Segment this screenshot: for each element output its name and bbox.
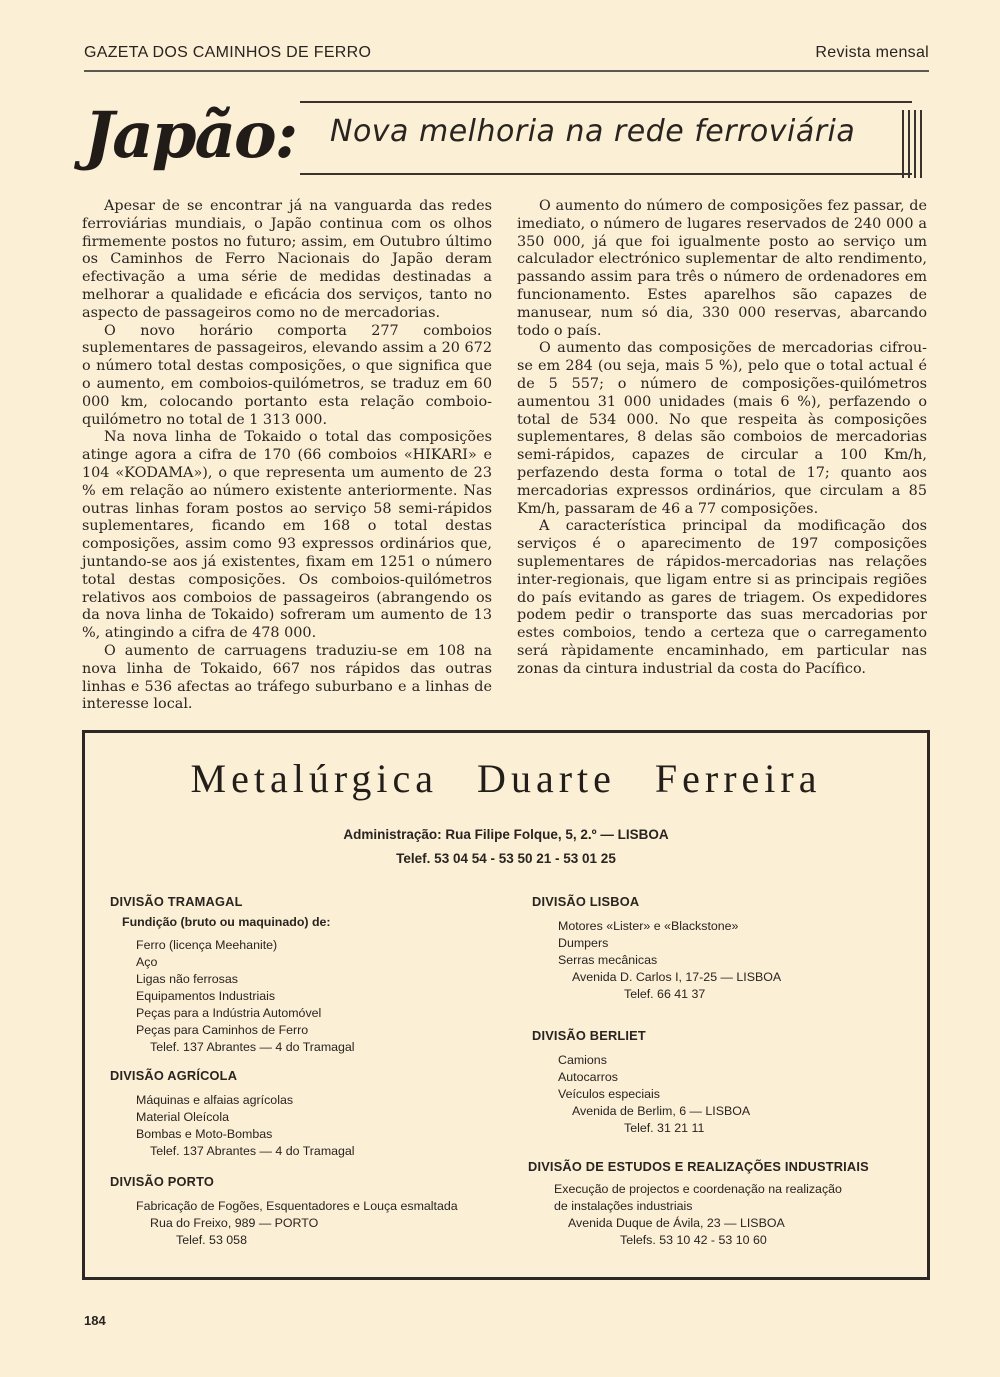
division-phone: Telefs. 53 10 42 - 53 10 60 [620, 1233, 767, 1247]
division-berliet [532, 1027, 750, 1137]
division-item: Serras mecânicas [558, 953, 658, 967]
division-item: Autocarros [558, 1070, 618, 1084]
division-item: Material Oleícola [136, 1110, 229, 1124]
periodicity-label: Revista mensal [815, 44, 929, 61]
division-title: DIVISÃO BERLIET [532, 1028, 646, 1043]
division-address: Avenida D. Carlos I, 17-25 — LISBOA [572, 970, 782, 984]
paragraph: O aumento de carruagens traduziu-se em 108 na nova linha de Tokaido, 667 nos rápidos das outras linhas e 536 afectas ao tráfego suburbano e a linhas de interesse local. [82, 642, 492, 713]
page-number: 184 [84, 1313, 106, 1328]
decorative-bars-icon [902, 110, 922, 178]
division-item: Motores «Lister» e «Blackstone» [558, 919, 739, 933]
division-phone: Telef. 53 058 [176, 1233, 247, 1247]
division-item: Ligas não ferrosas [136, 972, 238, 986]
paragraph: O aumento do número de composições fez passar, de imediato, o número de lugares reservados de 240 000 a 350 000, já que foi igualmente posto ao serviço um calculador electrónico suplementar de alto rendimento, passando assim para três o número de ordenadores em funcionamento. Estes aparelhos são capazes de manusear, num só dia, 330 000 reservas, abarcando todo o país. [517, 198, 927, 339]
paragraph: Na nova linha de Tokaido o total das composições atinge agora a cifra de 170 (66 comboios «HIKARI» e 104 «KODAMA»), o que representa um aumento de 23 % em relação ao número existente anteriormente. Nas outras linhas foram postos ao serviço 58 semi-rápidos suplementares, ficando em 168 o total destas composições, assim como 93 expressos ordinários que, juntando-se aos já existentes, fixam em 1251 o número total destas composições. Os comboios-quilómetros relativos aos comboios de passageiros (abrangendo os da nova linha de Tokaido) sofreram um aumento de 13 %, atingindo a cifra de 478 000. [82, 429, 492, 642]
division-item: de instalações industriais [554, 1199, 693, 1213]
advertisement [82, 730, 930, 1280]
division-item: Aço [136, 955, 158, 969]
division-address: Avenida de Berlim, 6 — LISBOA [572, 1104, 751, 1118]
division-title: DIVISÃO TRAMAGAL [110, 894, 243, 909]
running-header [84, 44, 929, 72]
division-item: Veículos especiais [558, 1087, 660, 1101]
division-title: DIVISÃO LISBOA [532, 894, 640, 909]
paragraph: O aumento das composições de mercadorias cifrou-se em 284 (ou seja, mais 5 %), pelo que o total actual é de 5 557; o número de composições-quilómetros aumentou 31 000 unidades (mais 6 %), perfazendo o total de 534 000. No que respeita às composições suplementares, 8 delas são comboios de mercadorias semi-rápidos, capazes de circular a 100 Km/h, perfazendo desta forma o total de 17; quanto aos mercadorias expressos ordinários, que circulam a 85 Km/h, passaram de 46 a 77 composições. [517, 340, 927, 517]
division-porto [110, 1173, 458, 1249]
division-phone: Telef. 137 Abrantes — 4 do Tramagal [150, 1040, 355, 1054]
ad-company-name: Metalúrgica Duarte Ferreira [190, 756, 822, 801]
division-phone: Telef. 66 41 37 [624, 987, 706, 1001]
division-item: Dumpers [558, 936, 609, 950]
division-estudos [528, 1158, 869, 1249]
division-item: Execução de projectos e coordenação na realização [554, 1182, 842, 1196]
article-title-block [84, 96, 934, 186]
division-item: Fabricação de Fogões, Esquentadores e Louça esmaltada [136, 1199, 458, 1213]
division-lisboa [532, 893, 781, 1003]
division-agricola [110, 1067, 355, 1160]
ad-administration-address: Administração: Rua Filipe Folque, 5, 2.º — LISBOA [343, 827, 669, 842]
division-item: Bombas e Moto-Bombas [136, 1127, 273, 1141]
division-item: Equipamentos Industriais [136, 989, 276, 1003]
division-title: DIVISÃO DE ESTUDOS E REALIZAÇÕES INDUSTRIAIS [528, 1159, 869, 1174]
division-item: Peças para a Indústria Automóvel [136, 1006, 322, 1020]
article-column-left [82, 198, 492, 714]
paragraph: Apesar de se encontrar já na vanguarda das redes ferroviárias mundiais, o Japão continua com os olhos firmemente postos no futuro; assim, em Outubro último os Caminhos de Ferro Nacionais do Japão deram efectivação a uma série de medidas destinadas a melhorar a qualidade e eficácia dos serviços, tanto no aspecto de passageiros como no de mercadorias. [82, 198, 492, 321]
division-address: Rua do Freixo, 989 — PORTO [150, 1216, 319, 1230]
article-subtitle: Nova melhoria na rede ferroviária [330, 114, 856, 149]
division-phone: Telef. 137 Abrantes — 4 do Tramagal [150, 1144, 355, 1158]
ad-telephone: Telef. 53 04 54 - 53 50 21 - 53 01 25 [396, 851, 616, 866]
paragraph: A característica principal da modificação dos serviços é o aparecimento de 197 composições suplementares de rápidos-mercadorias nas relações inter-regionais, que ligam entre si as principais regiões do país evitando as gares de triagem. Os expedidores podem pedir o transporte das suas mercadorias por estes comboios, tendo a certeza que o carregamento será ràpidamente encaminhado, em particular nas zonas da cintura industrial da costa do Pacífico. [517, 518, 927, 677]
division-item: Camions [558, 1053, 607, 1067]
division-title: DIVISÃO PORTO [110, 1174, 215, 1189]
article-column-right [517, 198, 927, 679]
division-item: Ferro (licença Meehanite) [136, 938, 278, 952]
division-address: Avenida Duque de Ávila, 23 — LISBOA [568, 1216, 785, 1230]
division-subtitle: Fundição (bruto ou maquinado) de: [122, 915, 331, 929]
paragraph: O novo horário comporta 277 comboios suplementares de passageiros, elevando assim a 20 672 o número total destas composições, o que significa que o aumento, em comboios-quilómetros, se traduz em 60 000 km, colocando portanto esta relação comboio-quilómetro no total de 1 313 000. [82, 322, 492, 428]
publication-name: GAZETA DOS CAMINHOS DE FERRO [84, 44, 372, 61]
division-phone: Telef. 31 21 11 [624, 1121, 705, 1135]
division-tramagal [110, 893, 355, 1056]
division-title: DIVISÃO AGRÍCOLA [110, 1068, 238, 1083]
article-title: Japão: [84, 98, 297, 173]
division-item: Máquinas e alfaias agrícolas [136, 1093, 294, 1107]
division-item: Peças para Caminhos de Ferro [136, 1023, 309, 1037]
